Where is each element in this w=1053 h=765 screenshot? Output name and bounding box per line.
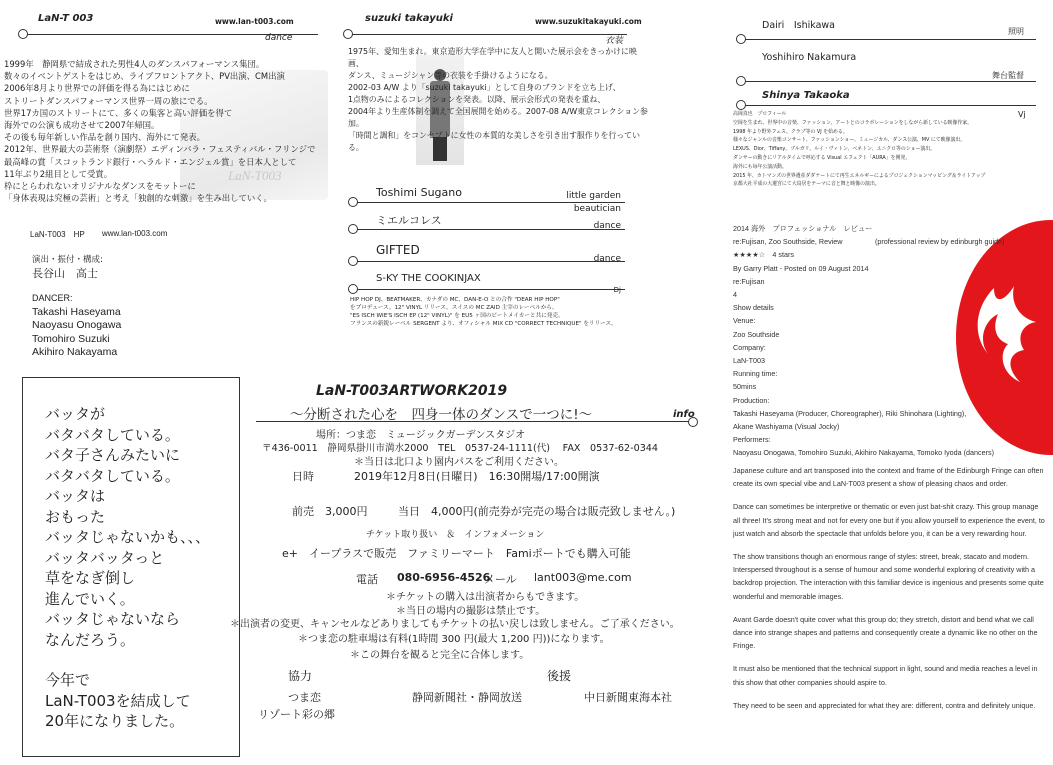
lant-watermark: LaN-T003 [228, 168, 282, 183]
dancer-name: Akihiro Nakayama [32, 346, 118, 358]
info-note: ＊この舞台を観ると完全に合体します。 [350, 650, 530, 661]
info-mail[interactable]: lant003@me.com [534, 571, 632, 584]
shinya-bio: 高岡真也 プロフィール 空岡を生まれ、世界中の音楽、ファッション、アートとのコラボレーションをしながら新している映像作家。 1998 年より野外フェス、クラブ等の VJ を始める。 様々なジャンルの音楽コンサート、ファッションショー、ミュージカル、ダンス公演、MV にて映像演出。 LEXUS、Dior、Tiffany、ブルガリ、ルイ・ヴィトン、ベネトン、ユニクロ等のショー演出。 ダンサーの動きにリアルタイムで呼応する Visual エフェクト「AURA」を開発。 海外にも毎年公演活動。 2015 年、カトマンズの世界遺産ダダナートにて再生エネルギーによるプロジェクションマッピング＆ライトアップ 京都大社平成の大遷宮にて大鳥居をテーマに音と舞と映像の演出。 [733, 111, 986, 188]
suzuki-role: 衣装 [605, 36, 624, 46]
credit-name: ミエルコレス [376, 214, 442, 227]
coop-item: つま恋 [288, 691, 321, 704]
support-item: 静岡新聞社・静岡放送 [412, 691, 522, 704]
info-phone[interactable]: 080-6956-4526 [397, 571, 491, 584]
review-block: 2014 海外 プロフェッショナル レビュー re:Fujisan, Zoo Southside, Review ★★★★☆ 4 stars By Garry Platt - Posted on 09 August 2014 re:Fujisan 4 Show details Venue: Zoo Southside Company: LaN-T003 Running time: 50mins Production: Takashi Haseyama (Producer, Choreographer), Riki Shinohara (Lighting), Akane Washiyama (Visual Jocky) Performers: Naoyasu Onogawa, Tomohiro Suzuki, Akihiro Nakayama, Tomoko Iyoda (dancers) [733, 224, 995, 458]
dancer-name: Naoyasu Onogawa [32, 319, 122, 331]
crew-role: 照明 [1008, 27, 1024, 36]
crew-row [740, 20, 1036, 40]
suzuki-bio: 1975年、愛知生まれ。東京造形大学在学中に友人と開いた展示会をきっかけに映画、 ダンス、ミュージシャン等の衣装を手掛けるようになる。 2002-03 A/W より「suzuki takayuki」として自身のブランドを立ち上げ、 1点物のみによるコレクションを発表。以降、展示会形式の発表を重ね、 2004年より生産体制を調えて全国展開を始める。2007-08 A/W東京コレクション参加。 「時間と調和」をコンセプトに女性の本質的な美しさを引き出す服作りを行っている。 [348, 47, 648, 152]
dancer-name: Takashi Haseyama [32, 305, 121, 318]
header-circle-icon [736, 76, 746, 86]
info-date-label: 日時 [292, 470, 314, 483]
lant-role: dance [265, 33, 293, 43]
info-note: ＊つま恋の駐車場は有料(1時間 300 円(最大 1,200 円))になります。 [298, 634, 610, 645]
dancer-list [32, 292, 121, 360]
header-circle-icon [348, 284, 358, 294]
suzuki-header [347, 5, 642, 46]
info-address: 〒436-0011 静岡県掛川市満水2000 TEL 0537-24-1111(代) FAX 0537-62-0344 [262, 443, 659, 454]
review-subtitle: (professional review by edinburgh guide) [875, 237, 1005, 246]
info-mail-label: メール [484, 573, 517, 586]
credit-role: beautician [573, 204, 621, 214]
header-circle-icon [736, 34, 746, 44]
info-title: LaN-T003ARTWORK2019 [316, 383, 508, 399]
shinya-role: Vj [1018, 110, 1026, 119]
info-note: ＊当日の場内の撮影は禁止です。 [396, 606, 546, 617]
header-circle-icon [736, 100, 746, 110]
header-circle-icon [18, 29, 28, 39]
credit-row [352, 209, 625, 230]
red-sun-logo [956, 220, 1053, 455]
credit-role: little garden [566, 191, 621, 201]
info-ticket-heading: チケット取り扱い ＆ インフォメーション [366, 530, 545, 540]
support-label: 後援 [547, 669, 572, 683]
crew-row [740, 90, 1036, 106]
coop-item: リゾート彩の郷 [258, 708, 335, 721]
credit-role: dance [593, 221, 621, 231]
header-circle-icon [348, 224, 358, 234]
info-date: 2019年12月8日(日曜日) 16:30開場/17:00開演 [354, 470, 600, 483]
credit-role: dance [593, 254, 621, 264]
info-door: 当日 4,000円(前売券が完売の場合は販売致しません。) [398, 505, 676, 518]
suzuki-url[interactable]: www.suzukitakayuki.com [535, 17, 642, 26]
info-note-entrance: ＊当日は北口より園内パスをご利用ください。 [354, 457, 564, 468]
poem-box [22, 377, 240, 757]
credit-name: S-KY THE COOKINJAX [376, 273, 481, 284]
dancer-name: Tomohiro Suzuki [32, 332, 110, 345]
lant-name: LaN-T 003 [38, 13, 94, 24]
credit-name: GIFTED [376, 243, 420, 257]
lant-url[interactable]: www.lan-t003.com [215, 17, 294, 26]
lant-hp-url[interactable]: www.lan-t003.com [102, 229, 168, 238]
credit-row [352, 270, 625, 294]
crew-row [740, 52, 1036, 82]
dj-bio: HIP HOP DJ、BEATMAKER、カナダの MC、DAN-E-O との合作 "DEAR HIP HOP" をプロデュース。12" VINYL リリース。スイスの MC ZAID 主宰のレーベルから、 "ES ISCH WIE'S ISCH EP (12" VINYL)" を EU5 ヶ国のビートメイカーと共に発売。 フランスの新鋭レーベル SERGENT より、オフィシャル MIX CD "CORRECT TECHNIQUE" をリリース。 [350, 297, 617, 327]
info-underline [256, 421, 693, 422]
logo-mark-icon [964, 278, 1053, 398]
suzuki-name: suzuki takayuki [365, 13, 453, 24]
direction-name: 長谷山 高士 [32, 267, 98, 280]
lant-hp-label: LaN-T003 HP [30, 230, 85, 239]
info-phone-label: 電話 [356, 573, 378, 586]
credit-row [352, 183, 625, 203]
info-label: info [673, 409, 695, 420]
info-presale: 前売 3,000円 [292, 505, 368, 518]
info-venue: 場所：つま恋 ミュージックガーデンスタジオ [316, 430, 526, 441]
info-ticket-outlets: e+ イープラスで販売 ファミリーマート Famiポートでも購入可能 [282, 547, 631, 560]
info-note: ＊チケットの購入は出演者からもできます。 [386, 592, 585, 603]
direction-label: 演出・振付・構成: [32, 255, 103, 265]
lant-header [22, 5, 318, 43]
header-circle-icon [343, 29, 353, 39]
info-note: ＊出演者の変更、キャンセルなどありましてもチケットの払い戻しは致しません。ご了承ください。 [230, 619, 680, 630]
header-circle-icon [348, 256, 358, 266]
support-item: 中日新聞東海本社 [584, 691, 672, 704]
review-paragraphs: Japanese culture and art transposed into the context and frame of the Edinburgh Fringe can often create its own special vibe and LaN-T003 present a show of pleasing chaos and order. Dance can sometimes be interpretive or thematic or even just bat-shit crazy. This group manage all three! It's strong meat and not for every one but if you allow yourself to experience the event, to just watch and absorb the spectacle that unfolds before you, it can be a very rewarding hour. The show transitions though an enormous range of styles: street, break, stacato and modern. Interspersed throughout is a sense of humour and some wonderful exploring of creativity with a backdrop projection. The interaction with this familiar device is ingenious and presents some quite wonderful and memorable images. Avant Garde doesn't quite cover what this group do; they stretch, distort and bend what we call dance into strange shapes and patterns and consequently create a dynamic like no other on the Fringe. It must also be mentioned that the technical support in light, sound and media reaches a level in this show that other companies should aspire to. They need to be seen and appreciated for what they are: different, contra and definitely unique. [733, 466, 1045, 710]
shinya-name: Shinya Takaoka [762, 90, 850, 101]
dancer-label: DANCER: [32, 293, 73, 303]
crew-name: Yoshihiro Nakamura [762, 52, 857, 63]
poem-text: バッタが バタバタしている。 バタ子さんみたいに バタバタしている。 バッタは おもった バッタじゃないかも、、、 バッタバッタっと 草をなぎ倒し 進んでいく。 バッタじゃないなら なんだろう。 今年で LaN-T003を結成して 20年になりました。 [45, 405, 211, 730]
info-subtitle: ～分断された心を 四身一体のダンスで一つに!～ [290, 407, 593, 423]
credit-role: Dj [613, 286, 621, 294]
crew-role: 舞台監督 [992, 71, 1024, 80]
credit-row [352, 240, 625, 262]
crew-name: Dairi Ishikawa [762, 20, 835, 31]
credit-name: Toshimi Sugano [376, 186, 462, 199]
coop-label: 協力 [288, 669, 313, 683]
lant-bio: 1999年 静岡県で結成された男性4人のダンスパフォーマンス集団。 数々のイベントゲストをはじめ、ライブフロントアクト、PV出演、CM出演 2006年8月より世界での評価を得る為にはじめに ストリートダンスパフォーマンス世界一周の旅にでる。 世界17カ国のストリートにて、多くの集客と高い評価を得て 海外での公演も成功させて2007年帰国。 その後も毎年新しい作品を創り国内、海外にて発表。 2012年、世界最大の芸術祭（演劇祭）エディンバラ・フェスティバル・フリンジで 最高峰の賞「スコットランド銀行・ヘラルド・エンジェル賞」を日本人として 11年ぶり2組目として受賞。 枠にとらわれないオリジナルなダンスをモットーに 「身体表現は究極の芸術」と考え「独創的な刺激」を生み出していく。 [4, 59, 316, 204]
